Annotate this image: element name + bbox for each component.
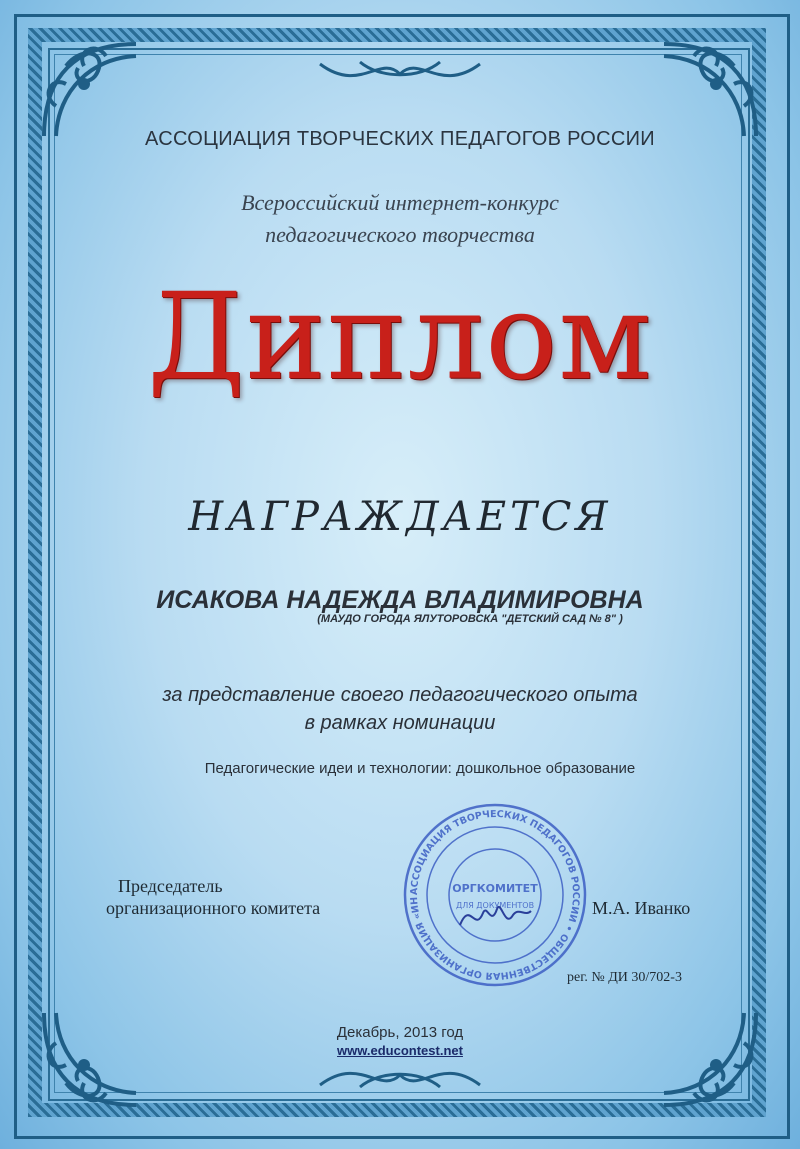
registration-number: рег. № ДИ 30/702-3 [567, 970, 682, 985]
stamp-center-text: ОРГКОМИТЕТ [452, 882, 538, 895]
contest-title-line1: Всероссийский интернет-конкурс [241, 190, 559, 215]
awarded-heading: НАГРАЖДАЕТСЯ [188, 494, 612, 540]
chairman-title-line2: организационного комитета [106, 898, 321, 918]
award-reason-line2: в рамках номинации [304, 712, 496, 734]
award-reason-line1: за представление своего педагогического опыта [162, 684, 638, 706]
top-ornament-icon [300, 54, 500, 94]
signature-icon [455, 895, 535, 935]
diploma-title: Диплом [147, 268, 653, 407]
website-link[interactable]: www.educontest.net [337, 1043, 463, 1058]
association-name: АССОЦИАЦИЯ ТВОРЧЕСКИХ ПЕДАГОГОВ РОССИИ [145, 128, 655, 150]
recipient-organization: (МАУДО ГОРОДА ЯЛУТОРОВСКА "ДЕТСКИЙ САД № 8" ) [317, 613, 623, 625]
bottom-ornament-icon [300, 1055, 500, 1095]
recipient-name: ИСАКОВА НАДЕЖДА ВЛАДИМИРОВНА [156, 586, 644, 614]
corner-ornament-icon [654, 1003, 764, 1113]
stamp-outer-text: АССОЦИАЦИЯ ТВОРЧЕСКИХ ПЕДАГОГОВ РОССИИ • ОБЩЕСТВЕННАЯ ОРГАНИЗАЦИЯ «ИН [408, 808, 582, 982]
contest-title-line2: педагогического творчества [265, 222, 535, 247]
chairman-title-line1: Председатель [118, 876, 223, 896]
issue-date: Декабрь, 2013 год [336, 1024, 464, 1041]
nomination-name: Педагогические идеи и технологии: дошкольное образование [204, 760, 636, 777]
stamp-inner-text: ДЛЯ ДОКУМЕНТОВ [455, 901, 535, 910]
corner-ornament-icon [36, 1003, 146, 1113]
signer-name: М.А. Иванко [592, 898, 691, 918]
